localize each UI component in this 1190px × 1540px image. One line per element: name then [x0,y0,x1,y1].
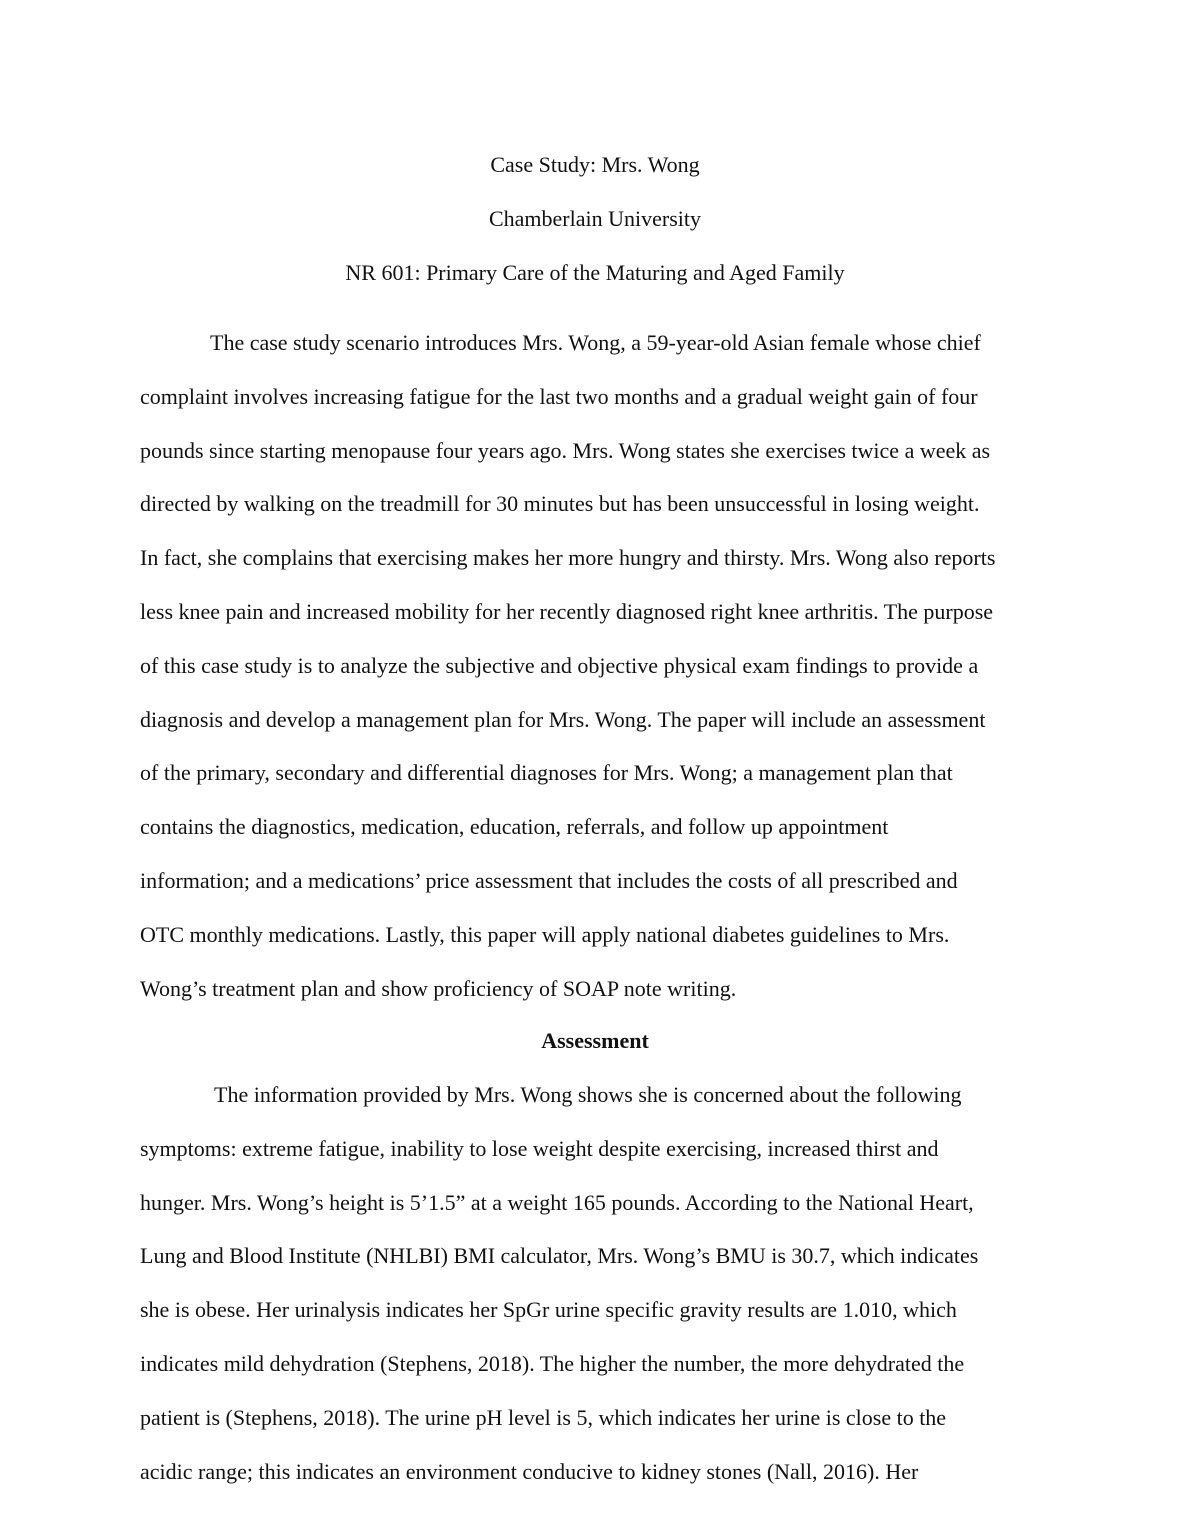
paragraph-line: Lung and Blood Institute (NHLBI) BMI calculator, Mrs. Wong’s BMU is 30.7, which indicates [140,1243,979,1269]
course-name: NR 601: Primary Care of the Maturing and Aged Family [345,259,845,285]
paragraph-line: Wong’s treatment plan and show proficiency of SOAP note writing. [140,975,737,1001]
paragraph-line: information; and a medications’ price assessment that includes the costs of all prescribed and [140,867,958,893]
paper-title: Case Study: Mrs. Wong [490,152,700,177]
paragraph-line: symptoms: extreme fatigue, inability to lose weight despite exercising, increased thirst and [140,1135,939,1161]
paragraph-line: patient is (Stephens, 2018). The urine pH level is 5, which indicates her urine is close to the [140,1404,947,1430]
paragraph-line: indicates mild dehydration (Stephens, 2018). The higher the number, the more dehydrated the [140,1350,965,1376]
paragraph-line: OTC monthly medications. Lastly, this paper will apply national diabetes guidelines to Mrs. [140,921,950,947]
paragraph-line: The case study scenario introduces Mrs. Wong, a 59-year-old Asian female whose chief [210,330,981,355]
paragraph-line: In fact, she complains that exercising makes her more hungry and thirsty. Mrs. Wong also reports [140,545,996,571]
paragraph-line: of this case study is to analyze the subjective and objective physical exam findings to provide a [140,652,979,678]
paragraph-line: The information provided by Mrs. Wong shows she is concerned about the following [214,1082,962,1107]
paragraph-line: of the primary, secondary and differential diagnoses for Mrs. Wong; a management plan that [140,760,953,786]
paragraph-line: acidic range; this indicates an environment conducive to kidney stones (Nall, 2016). Her [140,1458,919,1484]
assessment-heading: Assessment [541,1028,649,1053]
paragraph-line: diagnosis and develop a management plan for Mrs. Wong. The paper will include an assessment [140,706,986,732]
introduction-paragraph [140,316,1050,1015]
paragraph-line: complaint involves increasing fatigue for the last two months and a gradual weight gain of four [140,383,978,409]
institution-name: Chamberlain University [488,205,701,231]
assessment-paragraph [140,1068,1050,1498]
paragraph-line: directed by walking on the treadmill for 30 minutes but has been unsuccessful in losing weight. [140,491,980,517]
paragraph-line: she is obese. Her urinalysis indicates her SpGr urine specific gravity results are 1.010, which [140,1297,957,1323]
paragraph-line: contains the diagnostics, medication, education, referrals, and follow up appointment [140,814,889,840]
paragraph-line: pounds since starting menopause four years ago. Mrs. Wong states she exercises twice a week as [140,437,991,463]
title-block [140,138,1050,299]
paragraph-line: hunger. Mrs. Wong’s height is 5’1.5” at a weight 165 pounds. According to the National Heart, [140,1189,974,1215]
paragraph-line: less knee pain and increased mobility for her recently diagnosed right knee arthritis. The purpose [140,598,994,624]
